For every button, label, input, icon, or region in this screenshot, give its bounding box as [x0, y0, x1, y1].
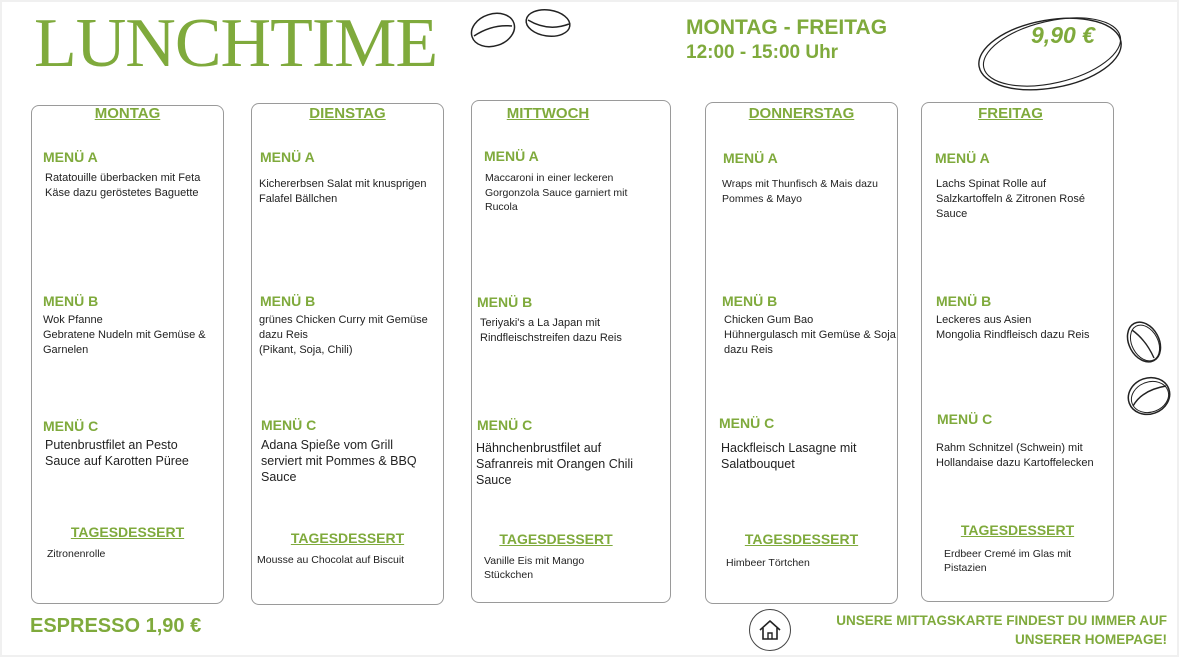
- home-icon: [758, 619, 782, 641]
- menu-b-desc: Chicken Gum Bao Hühnergulasch mit Gemüse & Soja dazu Reis: [724, 314, 896, 356]
- menu-a-desc: Ratatouille überbacken mit Feta Käse dazu geröstetes Baguette: [45, 172, 201, 199]
- espresso-price: ESPRESSO 1,90 €: [30, 615, 202, 637]
- menu-b-label: MENÜ B: [43, 293, 99, 309]
- dessert-desc: Vanille Eis mit Mango Stückchen: [484, 555, 585, 581]
- dessert-desc: Himbeer Törtchen: [726, 557, 810, 569]
- page-title: LUNCHTIME: [34, 5, 438, 82]
- menu-c-label: MENÜ C: [937, 411, 993, 427]
- menu-a-desc: Kichererbsen Salat mit knusprigen Falafel Bällchen: [259, 178, 427, 205]
- opening-hours: 12:00 - 15:00 Uhr: [686, 42, 839, 63]
- menu-b-label: MENÜ B: [722, 293, 778, 309]
- menu-c-label: MENÜ C: [43, 418, 99, 434]
- menu-b-label: MENÜ B: [936, 293, 992, 309]
- menu-c-desc: Hähnchenbrustfilet auf Safranreis mit Orangen Chili Sauce: [476, 441, 634, 487]
- menu-a-label: MENÜ A: [43, 149, 98, 165]
- coffee-bean-icon: [1122, 318, 1166, 366]
- day-card-donnerstag: [705, 102, 898, 604]
- price-oval-icon: [972, 8, 1128, 94]
- menu-c-desc: Putenbrustfilet an Pesto Sauce auf Karotten Püree: [45, 438, 189, 468]
- menu-c-desc: Rahm Schnitzel (Schwein) mit Hollandaise dazu Kartoffelecken: [936, 442, 1094, 469]
- day-title: DONNERSTAG: [748, 105, 855, 122]
- day-card-montag: [31, 105, 224, 604]
- day-card-mittwoch: [471, 100, 671, 603]
- coffee-bean-icon: [1124, 372, 1174, 420]
- day-card-freitag: [921, 102, 1114, 602]
- menu-b-label: MENÜ B: [477, 294, 533, 310]
- menu-c-desc: Adana Spieße vom Grill serviert mit Pommes & BBQ Sauce: [261, 438, 417, 484]
- dessert-label: TAGESDESSERT: [960, 522, 1075, 538]
- coffee-beans-icon: [468, 6, 578, 50]
- menu-a-label: MENÜ A: [260, 149, 315, 165]
- day-title: MITTWOCH: [506, 105, 590, 122]
- day-card-dienstag: [251, 103, 444, 605]
- menu-a-desc: Wraps mit Thunfisch & Mais dazu Pommes & Mayo: [722, 178, 879, 205]
- menu-c-label: MENÜ C: [261, 417, 317, 433]
- homepage-notice: UNSERE MITTAGSKARTE FINDEST DU IMMER AUF UNSERER HOMEPAGE!: [836, 613, 1167, 647]
- dessert-desc: Zitronenrolle: [47, 548, 106, 560]
- dessert-label: TAGESDESSERT: [744, 531, 859, 547]
- menu-c-desc: Hackfleisch Lasagne mit Salatbouquet: [721, 441, 857, 471]
- lunch-price: 9,90 €: [1031, 22, 1095, 48]
- dessert-desc: Erdbeer Cremé im Glas mit Pistazien: [944, 548, 1072, 574]
- dessert-label: TAGESDESSERT: [70, 524, 185, 540]
- day-title: FREITAG: [978, 105, 1043, 122]
- menu-b-desc: Leckeres aus Asien Mongolia Rindfleisch dazu Reis: [936, 314, 1090, 341]
- menu-c-label: MENÜ C: [719, 415, 775, 431]
- dessert-desc: Mousse au Chocolat auf Biscuit: [257, 554, 405, 566]
- dessert-label: TAGESDESSERT: [499, 531, 613, 547]
- menu-a-desc: Maccaroni in einer leckeren Gorgonzola Sauce garniert mit Rucola: [485, 172, 628, 213]
- opening-days: MONTAG - FREITAG: [686, 16, 888, 39]
- menu-b-desc: grünes Chicken Curry mit Gemüse dazu Reis (Pikant, Soja, Chili): [259, 314, 428, 356]
- menu-c-label: MENÜ C: [477, 417, 533, 433]
- dessert-label: TAGESDESSERT: [290, 530, 405, 546]
- menu-a-desc: Lachs Spinat Rolle auf Salzkartoffeln & Zitronen Rosé Sauce: [936, 178, 1085, 220]
- menu-a-label: MENÜ A: [935, 150, 990, 166]
- day-title: DIENSTAG: [309, 105, 386, 122]
- home-button[interactable]: [749, 609, 791, 651]
- menu-b-desc: Teriyaki's a La Japan mit Rindfleischstreifen dazu Reis: [480, 317, 622, 344]
- menu-b-label: MENÜ B: [260, 293, 316, 309]
- menu-b-desc: Wok Pfanne Gebratene Nudeln mit Gemüse & Garnelen: [43, 314, 206, 356]
- menu-a-label: MENÜ A: [484, 148, 539, 164]
- menu-a-label: MENÜ A: [723, 150, 778, 166]
- day-title: MONTAG: [94, 105, 161, 122]
